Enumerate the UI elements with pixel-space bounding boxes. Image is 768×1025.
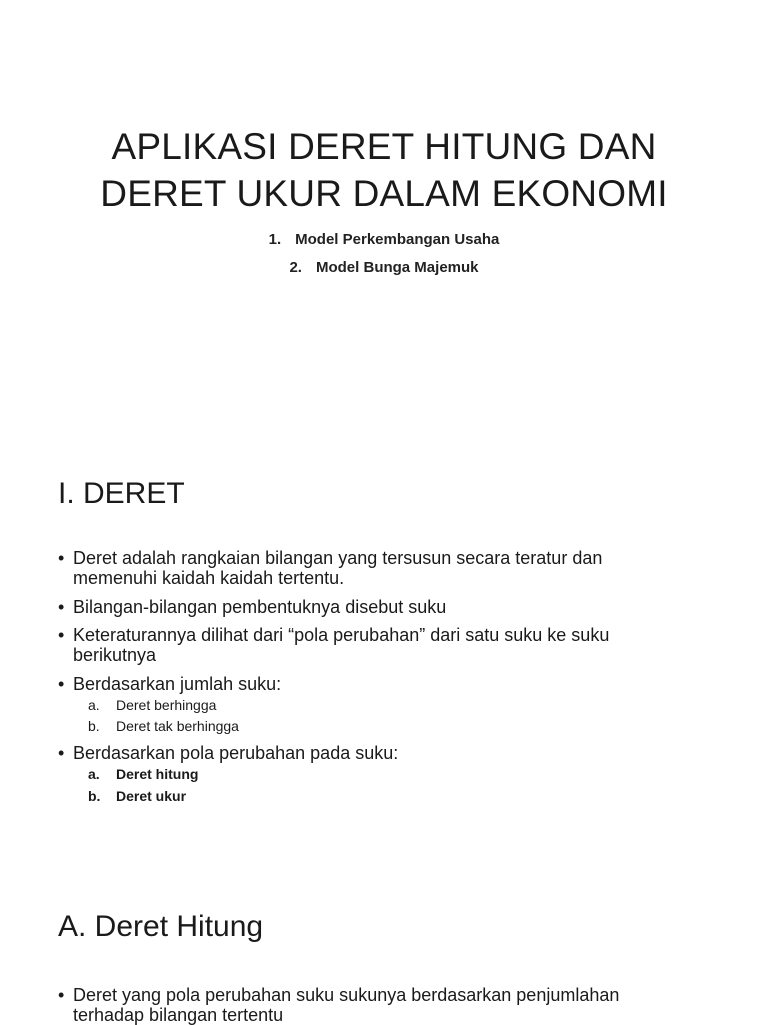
bullet-marker: •: [58, 985, 65, 1005]
sub-item-label: Deret hitung: [116, 766, 199, 782]
subtitle-item: [0, 259, 768, 276]
sub-item-label: Deret berhingga: [116, 697, 217, 713]
bullet-marker: •: [58, 597, 65, 617]
sub-item: [88, 788, 186, 805]
sub-item: [88, 697, 216, 714]
bullet-text-line: Berdasarkan jumlah suku:: [73, 674, 282, 694]
bullet-item: [58, 985, 738, 1025]
subtitle-item-number: 1.: [268, 231, 282, 248]
bullet-text-line: berikutnya: [73, 645, 157, 665]
bullet-marker: •: [58, 674, 65, 694]
bullet-item: [58, 548, 738, 588]
sub-item-label: Deret tak berhingga: [116, 718, 239, 734]
bullet-item: [58, 743, 738, 763]
sub-item-marker: a.: [88, 697, 100, 713]
bullet-text-line: Deret adalah rangkaian bilangan yang tersusun secara teratur dan: [73, 548, 603, 568]
sub-item-marker: b.: [88, 718, 100, 734]
bullet-item: [58, 625, 738, 665]
bullet-text-line: Berdasarkan pola perubahan pada suku:: [73, 743, 399, 763]
bullet-item: [58, 674, 738, 694]
bullet-marker: •: [58, 625, 65, 645]
bullet-marker: •: [58, 743, 65, 763]
section-heading: A. Deret Hitung: [58, 910, 264, 943]
sub-item-marker: a.: [88, 766, 100, 782]
bullet-item: [58, 597, 738, 617]
section-heading: I. DERET: [58, 477, 185, 510]
bullet-text-line: memenuhi kaidah kaidah tertentu.: [73, 568, 345, 588]
slide-title-line-1: APLIKASI DERET HITUNG DAN: [111, 126, 657, 167]
subtitle-item: [0, 231, 768, 248]
subtitle-item-label: Model Perkembangan Usaha: [295, 231, 500, 248]
bullet-text-line: terhadap bilangan tertentu: [73, 1005, 284, 1025]
bullet-text-line: Deret yang pola perubahan suku sukunya berdasarkan penjumlahan: [73, 985, 620, 1005]
bullet-text-line: Keteraturannya dilihat dari “pola perubahan” dari satu suku ke suku: [73, 625, 610, 645]
bullet-text-line: Bilangan-bilangan pembentuknya disebut suku: [73, 597, 447, 617]
sub-item: [88, 766, 198, 783]
slide-title-line-2: DERET UKUR DALAM EKONOMI: [100, 173, 668, 214]
sub-item-label: Deret ukur: [116, 788, 187, 804]
sub-item: [88, 718, 239, 735]
subtitle-item-label: Model Bunga Majemuk: [315, 259, 479, 276]
bullet-marker: •: [58, 548, 65, 568]
subtitle-item-number: 2.: [289, 259, 302, 276]
sub-item-marker: b.: [88, 788, 101, 804]
